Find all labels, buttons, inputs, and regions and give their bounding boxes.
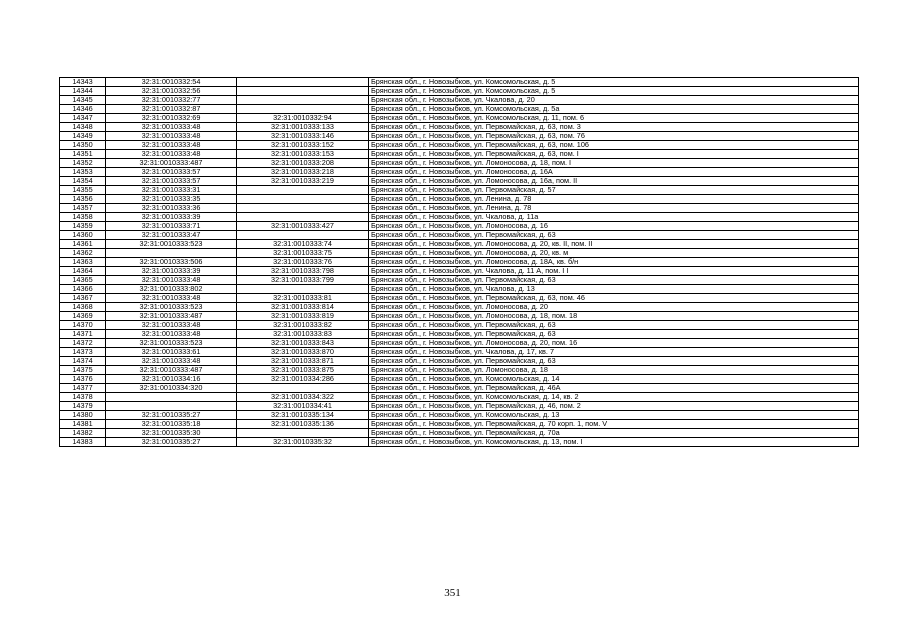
object-cadastral-number-cell: 32:31:0010332:94 — [237, 114, 369, 123]
cadastral-number-cell: 32:31:0010333:36 — [106, 204, 237, 213]
address-cell: Брянская обл., г. Новозыбков, ул. Первомайская, д. 63, пом. 3 — [369, 123, 859, 132]
cadastral-number-cell: 32:31:0010335:27 — [106, 411, 237, 420]
cadastral-number-cell: 32:31:0010333:47 — [106, 231, 237, 240]
address-cell: Брянская обл., г. Новозыбков, ул. Ломоносова, д. 16а, пом. II — [369, 177, 859, 186]
record-number-cell: 14354 — [60, 177, 106, 186]
address-cell: Брянская обл., г. Новозыбков, ул. Первомайская, д. 70 корп. 1, пом. V — [369, 420, 859, 429]
table-row — [60, 177, 859, 186]
table-row — [60, 231, 859, 240]
record-number-cell: 14359 — [60, 222, 106, 231]
record-number-cell: 14381 — [60, 420, 106, 429]
cadastral-number-cell: 32:31:0010332:77 — [106, 96, 237, 105]
record-number-cell: 14348 — [60, 123, 106, 132]
address-cell: Брянская обл., г. Новозыбков, ул. Первомайская, д. 63, пом. 76 — [369, 132, 859, 141]
cadastral-number-cell: 32:31:0010333:35 — [106, 195, 237, 204]
object-cadastral-number-cell: 32:31:0010333:75 — [237, 249, 369, 258]
object-cadastral-number-cell — [237, 231, 369, 240]
address-cell: Брянская обл., г. Новозыбков, ул. Комсомольская, д. 13 — [369, 411, 859, 420]
table-row — [60, 96, 859, 105]
table-row — [60, 402, 859, 411]
address-cell: Брянская обл., г. Новозыбков, ул. Комсомольская, д. 5 — [369, 78, 859, 87]
table-row — [60, 123, 859, 132]
cadastral-number-cell — [106, 249, 237, 258]
table-row — [60, 393, 859, 402]
cadastral-number-cell: 32:31:0010333:71 — [106, 222, 237, 231]
record-number-cell: 14367 — [60, 294, 106, 303]
record-number-cell: 14353 — [60, 168, 106, 177]
address-cell: Брянская обл., г. Новозыбков, ул. Первомайская, д. 57 — [369, 186, 859, 195]
record-number-cell: 14358 — [60, 213, 106, 222]
table-row — [60, 411, 859, 420]
record-number-cell: 14360 — [60, 231, 106, 240]
table-row — [60, 159, 859, 168]
cadastral-number-cell: 32:31:0010333:48 — [106, 330, 237, 339]
table-row — [60, 294, 859, 303]
cadastral-number-cell: 32:31:0010332:56 — [106, 87, 237, 96]
address-cell: Брянская обл., г. Новозыбков, ул. Ломоносова, д. 18, пом. 18 — [369, 312, 859, 321]
table-row — [60, 321, 859, 330]
cadastral-number-cell: 32:31:0010333:506 — [106, 258, 237, 267]
record-number-cell: 14379 — [60, 402, 106, 411]
cadastral-number-cell — [106, 402, 237, 411]
record-number-cell: 14376 — [60, 375, 106, 384]
address-cell: Брянская обл., г. Новозыбков, ул. Ломоносова, д. 20 — [369, 303, 859, 312]
address-cell: Брянская обл., г. Новозыбков, ул. Комсомольская, д. 13, пом. I — [369, 438, 859, 447]
object-cadastral-number-cell: 32:31:0010333:843 — [237, 339, 369, 348]
object-cadastral-number-cell: 32:31:0010333:799 — [237, 276, 369, 285]
object-cadastral-number-cell — [237, 78, 369, 87]
cadastral-number-cell: 32:31:0010333:48 — [106, 141, 237, 150]
cadastral-number-cell: 32:31:0010332:87 — [106, 105, 237, 114]
object-cadastral-number-cell: 32:31:0010334:286 — [237, 375, 369, 384]
object-cadastral-number-cell: 32:31:0010335:136 — [237, 420, 369, 429]
address-cell: Брянская обл., г. Новозыбков, ул. Комсомольская, д. 14 — [369, 375, 859, 384]
record-number-cell: 14350 — [60, 141, 106, 150]
cadastral-number-cell: 32:31:0010333:487 — [106, 159, 237, 168]
address-cell: Брянская обл., г. Новозыбков, ул. Ломоносова, д. 18А, кв. б/н — [369, 258, 859, 267]
object-cadastral-number-cell — [237, 195, 369, 204]
record-number-cell: 14345 — [60, 96, 106, 105]
object-cadastral-number-cell: 32:31:0010333:146 — [237, 132, 369, 141]
property-register-table — [59, 77, 859, 447]
cadastral-number-cell: 32:31:0010333:487 — [106, 312, 237, 321]
table-row — [60, 195, 859, 204]
address-cell: Брянская обл., г. Новозыбков, ул. Чкалова, д. 20 — [369, 96, 859, 105]
address-cell: Брянская обл., г. Новозыбков, ул. Ленина, д. 78 — [369, 204, 859, 213]
address-cell: Брянская обл., г. Новозыбков, ул. Комсомольская, д. 5а — [369, 105, 859, 114]
object-cadastral-number-cell: 32:31:0010333:208 — [237, 159, 369, 168]
table-row — [60, 312, 859, 321]
record-number-cell: 14351 — [60, 150, 106, 159]
table-row — [60, 276, 859, 285]
record-number-cell: 14368 — [60, 303, 106, 312]
record-number-cell: 14364 — [60, 267, 106, 276]
cadastral-number-cell: 32:31:0010333:57 — [106, 168, 237, 177]
cadastral-number-cell: 32:31:0010335:30 — [106, 429, 237, 438]
object-cadastral-number-cell: 32:31:0010333:153 — [237, 150, 369, 159]
record-number-cell: 14361 — [60, 240, 106, 249]
address-cell: Брянская обл., г. Новозыбков, ул. Первомайская, д. 63 — [369, 276, 859, 285]
record-number-cell: 14352 — [60, 159, 106, 168]
object-cadastral-number-cell: 32:31:0010333:427 — [237, 222, 369, 231]
object-cadastral-number-cell: 32:31:0010333:74 — [237, 240, 369, 249]
cadastral-number-cell: 32:31:0010333:57 — [106, 177, 237, 186]
object-cadastral-number-cell: 32:31:0010333:870 — [237, 348, 369, 357]
address-cell: Брянская обл., г. Новозыбков, ул. Первомайская, д. 70а — [369, 429, 859, 438]
record-number-cell: 14344 — [60, 87, 106, 96]
record-number-cell: 14355 — [60, 186, 106, 195]
record-number-cell: 14356 — [60, 195, 106, 204]
address-cell: Брянская обл., г. Новозыбков, ул. Ломоносова, д. 18, пом. I — [369, 159, 859, 168]
cadastral-number-cell: 32:31:0010333:523 — [106, 303, 237, 312]
address-cell: Брянская обл., г. Новозыбков, ул. Чкалова, д. 13 — [369, 285, 859, 294]
cadastral-number-cell: 32:31:0010333:802 — [106, 285, 237, 294]
table-row — [60, 384, 859, 393]
table-row — [60, 78, 859, 87]
object-cadastral-number-cell: 32:31:0010333:819 — [237, 312, 369, 321]
object-cadastral-number-cell — [237, 186, 369, 195]
table-row — [60, 339, 859, 348]
table-row — [60, 330, 859, 339]
page-number: 351 — [444, 587, 461, 599]
table-row — [60, 267, 859, 276]
record-number-cell: 14365 — [60, 276, 106, 285]
record-number-cell: 14380 — [60, 411, 106, 420]
address-cell: Брянская обл., г. Новозыбков, ул. Первомайская, д. 63 — [369, 231, 859, 240]
cadastral-number-cell: 32:31:0010333:48 — [106, 150, 237, 159]
cadastral-number-cell: 32:31:0010333:523 — [106, 240, 237, 249]
table-row — [60, 222, 859, 231]
record-number-cell: 14369 — [60, 312, 106, 321]
cadastral-number-cell: 32:31:0010333:31 — [106, 186, 237, 195]
cadastral-number-cell: 32:31:0010333:39 — [106, 267, 237, 276]
table-row — [60, 132, 859, 141]
object-cadastral-number-cell: 32:31:0010333:218 — [237, 168, 369, 177]
table-row — [60, 141, 859, 150]
table-row — [60, 357, 859, 366]
table-row — [60, 105, 859, 114]
address-cell: Брянская обл., г. Новозыбков, ул. Чкалова, д. 11а — [369, 213, 859, 222]
address-cell: Брянская обл., г. Новозыбков, ул. Ломоносова, д. 20, кв. II, пом. II — [369, 240, 859, 249]
table-row — [60, 150, 859, 159]
address-cell: Брянская обл., г. Новозыбков, ул. Ломоносова, д. 16А — [369, 168, 859, 177]
record-number-cell: 14383 — [60, 438, 106, 447]
address-cell: Брянская обл., г. Новозыбков, ул. Ленина, д. 78 — [369, 195, 859, 204]
address-cell: Брянская обл., г. Новозыбков, ул. Ломоносова, д. 20, пом. 16 — [369, 339, 859, 348]
object-cadastral-number-cell: 32:31:0010333:133 — [237, 123, 369, 132]
register-table-body — [60, 78, 859, 447]
table-row — [60, 186, 859, 195]
table-row — [60, 249, 859, 258]
table-row — [60, 87, 859, 96]
object-cadastral-number-cell: 32:31:0010335:134 — [237, 411, 369, 420]
object-cadastral-number-cell — [237, 285, 369, 294]
cadastral-number-cell: 32:31:0010334:16 — [106, 375, 237, 384]
object-cadastral-number-cell: 32:31:0010333:219 — [237, 177, 369, 186]
object-cadastral-number-cell — [237, 105, 369, 114]
table-row — [60, 375, 859, 384]
record-number-cell: 14366 — [60, 285, 106, 294]
cadastral-number-cell: 32:31:0010334:320 — [106, 384, 237, 393]
table-row — [60, 285, 859, 294]
table-row — [60, 258, 859, 267]
object-cadastral-number-cell: 32:31:0010333:814 — [237, 303, 369, 312]
table-row — [60, 303, 859, 312]
cadastral-number-cell: 32:31:0010333:48 — [106, 294, 237, 303]
table-row — [60, 438, 859, 447]
record-number-cell: 14375 — [60, 366, 106, 375]
object-cadastral-number-cell: 32:31:0010333:152 — [237, 141, 369, 150]
address-cell: Брянская обл., г. Новозыбков, ул. Первомайская, д. 63 — [369, 330, 859, 339]
object-cadastral-number-cell: 32:31:0010333:76 — [237, 258, 369, 267]
address-cell: Брянская обл., г. Новозыбков, ул. Первомайская, д. 46А — [369, 384, 859, 393]
object-cadastral-number-cell: 32:31:0010333:798 — [237, 267, 369, 276]
object-cadastral-number-cell: 32:31:0010334:322 — [237, 393, 369, 402]
table-row — [60, 114, 859, 123]
address-cell: Брянская обл., г. Новозыбков, ул. Ломоносова, д. 18 — [369, 366, 859, 375]
cadastral-number-cell: 32:31:0010333:523 — [106, 339, 237, 348]
table-row — [60, 204, 859, 213]
cadastral-number-cell: 32:31:0010335:18 — [106, 420, 237, 429]
record-number-cell: 14347 — [60, 114, 106, 123]
address-cell: Брянская обл., г. Новозыбков, ул. Комсомольская, д. 5 — [369, 87, 859, 96]
cadastral-number-cell: 32:31:0010332:54 — [106, 78, 237, 87]
record-number-cell: 14382 — [60, 429, 106, 438]
record-number-cell: 14378 — [60, 393, 106, 402]
table-row — [60, 366, 859, 375]
address-cell: Брянская обл., г. Новозыбков, ул. Ломоносова, д. 20, кв. м — [369, 249, 859, 258]
table-row — [60, 240, 859, 249]
address-cell: Брянская обл., г. Новозыбков, ул. Первомайская, д. 63, пом. 46 — [369, 294, 859, 303]
cadastral-number-cell: 32:31:0010332:69 — [106, 114, 237, 123]
cadastral-number-cell: 32:31:0010333:48 — [106, 276, 237, 285]
cadastral-number-cell: 32:31:0010333:48 — [106, 321, 237, 330]
table-row — [60, 168, 859, 177]
record-number-cell: 14371 — [60, 330, 106, 339]
cadastral-number-cell: 32:31:0010333:48 — [106, 357, 237, 366]
address-cell: Брянская обл., г. Новозыбков, ул. Комсомольская, д. 11, пом. 6 — [369, 114, 859, 123]
address-cell: Брянская обл., г. Новозыбков, ул. Первомайская, д. 63, пом. I — [369, 150, 859, 159]
record-number-cell: 14372 — [60, 339, 106, 348]
object-cadastral-number-cell — [237, 96, 369, 105]
record-number-cell: 14363 — [60, 258, 106, 267]
address-cell: Брянская обл., г. Новозыбков, ул. Ломоносова, д. 16 — [369, 222, 859, 231]
address-cell: Брянская обл., г. Новозыбков, ул. Чкалова, д. 17, кв. 7 — [369, 348, 859, 357]
address-cell: Брянская обл., г. Новозыбков, ул. Первомайская, д. 63 — [369, 357, 859, 366]
address-cell: Брянская обл., г. Новозыбков, ул. Первомайская, д. 63, пом. 106 — [369, 141, 859, 150]
cadastral-number-cell: 32:31:0010333:61 — [106, 348, 237, 357]
record-number-cell: 14346 — [60, 105, 106, 114]
cadastral-number-cell: 32:31:0010335:27 — [106, 438, 237, 447]
object-cadastral-number-cell — [237, 384, 369, 393]
record-number-cell: 14362 — [60, 249, 106, 258]
address-cell: Брянская обл., г. Новозыбков, ул. Чкалова, д. 11 А, пом. I I — [369, 267, 859, 276]
record-number-cell: 14373 — [60, 348, 106, 357]
address-cell: Брянская обл., г. Новозыбков, ул. Первомайская, д. 63 — [369, 321, 859, 330]
object-cadastral-number-cell — [237, 87, 369, 96]
address-cell: Брянская обл., г. Новозыбков, ул. Первомайская, д. 46, пом. 2 — [369, 402, 859, 411]
table-row — [60, 348, 859, 357]
record-number-cell: 14349 — [60, 132, 106, 141]
record-number-cell: 14374 — [60, 357, 106, 366]
object-cadastral-number-cell — [237, 204, 369, 213]
record-number-cell: 14377 — [60, 384, 106, 393]
object-cadastral-number-cell: 32:31:0010333:83 — [237, 330, 369, 339]
cadastral-number-cell: 32:31:0010333:39 — [106, 213, 237, 222]
record-number-cell: 14370 — [60, 321, 106, 330]
table-row — [60, 213, 859, 222]
record-number-cell: 14357 — [60, 204, 106, 213]
object-cadastral-number-cell — [237, 429, 369, 438]
object-cadastral-number-cell: 32:31:0010333:82 — [237, 321, 369, 330]
record-number-cell: 14343 — [60, 78, 106, 87]
address-cell: Брянская обл., г. Новозыбков, ул. Комсомольская, д. 14, кв. 2 — [369, 393, 859, 402]
cadastral-number-cell: 32:31:0010333:487 — [106, 366, 237, 375]
object-cadastral-number-cell: 32:31:0010334:41 — [237, 402, 369, 411]
table-row — [60, 420, 859, 429]
table-row — [60, 429, 859, 438]
cadastral-number-cell: 32:31:0010333:48 — [106, 132, 237, 141]
object-cadastral-number-cell: 32:31:0010333:875 — [237, 366, 369, 375]
object-cadastral-number-cell: 32:31:0010335:32 — [237, 438, 369, 447]
object-cadastral-number-cell: 32:31:0010333:871 — [237, 357, 369, 366]
object-cadastral-number-cell: 32:31:0010333:81 — [237, 294, 369, 303]
cadastral-number-cell — [106, 393, 237, 402]
cadastral-number-cell: 32:31:0010333:48 — [106, 123, 237, 132]
object-cadastral-number-cell — [237, 213, 369, 222]
